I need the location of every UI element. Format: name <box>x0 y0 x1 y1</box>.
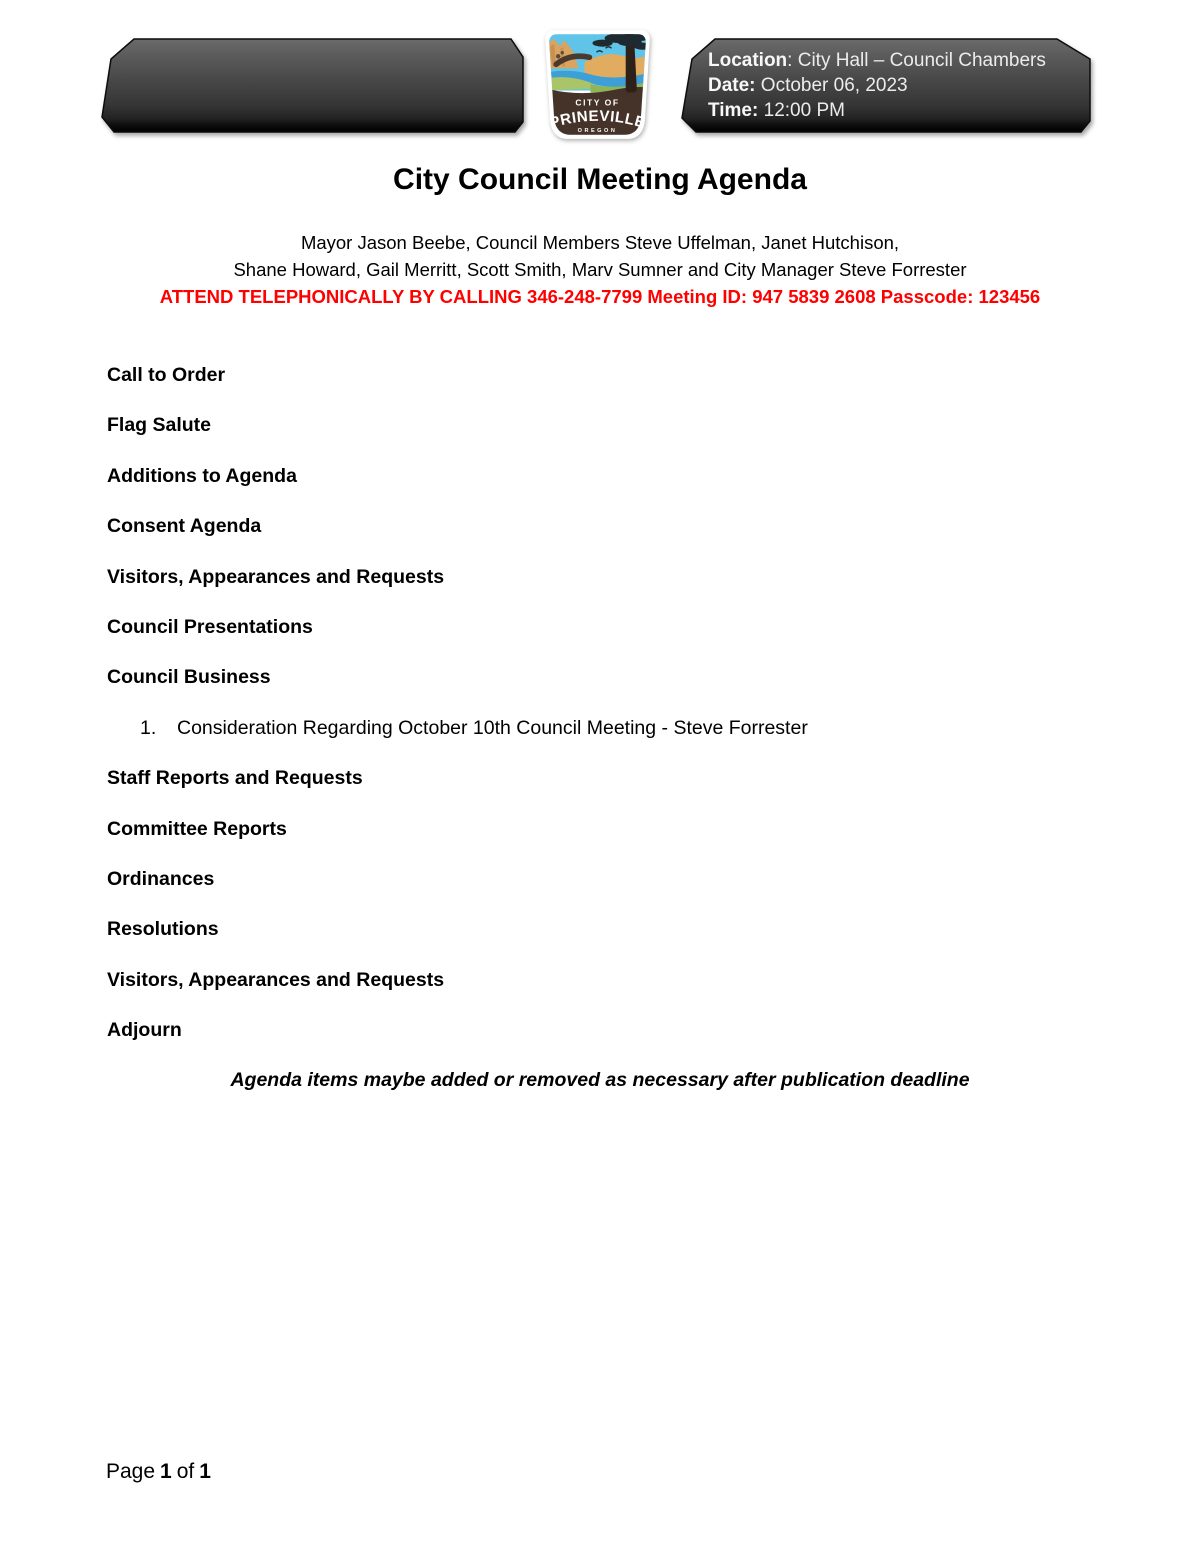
agenda-section-staff-reports-requests: Staff Reports and Requests <box>107 767 363 790</box>
current-page: 1 <box>160 1460 172 1483</box>
meeting-info-banner <box>680 37 1092 135</box>
of-label: of <box>176 1460 195 1483</box>
meeting-location <box>708 48 1092 73</box>
agenda-section-visitors-appearances-requests-2: Visitors, Appearances and Requests <box>107 968 445 991</box>
agenda-section-call-to-order: Call to Order <box>107 364 226 386</box>
header-left-banner <box>100 37 525 135</box>
page-label: Page <box>106 1460 156 1483</box>
telephonic-attendance-notice: ATTEND TELEPHONICALLY BY CALLING 346-248-7799 Meeting ID: 947 5839 2608 Passcode: 123456 <box>159 286 1041 307</box>
time-label: Time: <box>708 100 759 121</box>
agenda-section-visitors-appearances-requests: Visitors, Appearances and Requests <box>107 565 445 588</box>
agenda-section-adjourn: Adjourn <box>107 1019 182 1042</box>
prineville-logo <box>532 26 663 145</box>
logo-prineville-text: PRINEVILLE <box>547 107 648 132</box>
attendees-line-1: Mayor Jason Beebe, Council Members Steve Uffelman, Janet Hutchison, <box>300 232 900 253</box>
agenda-item-number: 1. <box>140 716 157 739</box>
meeting-info-lines <box>680 37 1092 123</box>
closing-note: Agenda items maybe added or removed as necessary after publication deadline <box>230 1069 970 1092</box>
meeting-time <box>708 98 1092 123</box>
document-header <box>0 0 1200 160</box>
header-left-banner-graphic <box>100 37 525 135</box>
agenda-item-text: Consideration Regarding October 10th Council Meeting - Steve Forrester <box>177 716 808 739</box>
prineville-logo-graphic <box>532 26 663 145</box>
page-number <box>106 1460 211 1484</box>
meeting-date <box>708 73 1092 98</box>
logo-oregon-text: OREGON <box>577 127 618 134</box>
time-value: 12:00 PM <box>758 100 845 121</box>
agenda-item-1 <box>107 717 1093 740</box>
agenda-section-additions-to-agenda: Additions to Agenda <box>107 464 297 487</box>
agenda-section-consent-agenda: Consent Agenda <box>107 515 262 538</box>
date-value: October 06, 2023 <box>755 75 908 96</box>
intro-block <box>0 229 1200 310</box>
location-label: Location <box>708 50 788 71</box>
total-pages: 1 <box>199 1460 211 1483</box>
agenda-section-council-presentations: Council Presentations <box>107 615 313 638</box>
agenda-section-resolutions: Resolutions <box>107 918 219 941</box>
location-value: : City Hall – Council Chambers <box>787 50 1046 71</box>
agenda-section-committee-reports: Committee Reports <box>107 817 287 840</box>
agenda-section-council-business: Council Business <box>107 666 271 689</box>
agenda-section-flag-salute: Flag Salute <box>107 414 212 437</box>
attendees-line-2: Shane Howard, Gail Merritt, Scott Smith, Marv Sumner and City Manager Steve Forrester <box>233 259 967 280</box>
page-title: City Council Meeting Agenda <box>393 163 807 196</box>
date-label: Date: <box>708 75 756 96</box>
agenda-list <box>107 364 1093 1092</box>
agenda-section-ordinances: Ordinances <box>107 867 215 890</box>
logo-city-of-text: CITY OF <box>575 97 620 108</box>
